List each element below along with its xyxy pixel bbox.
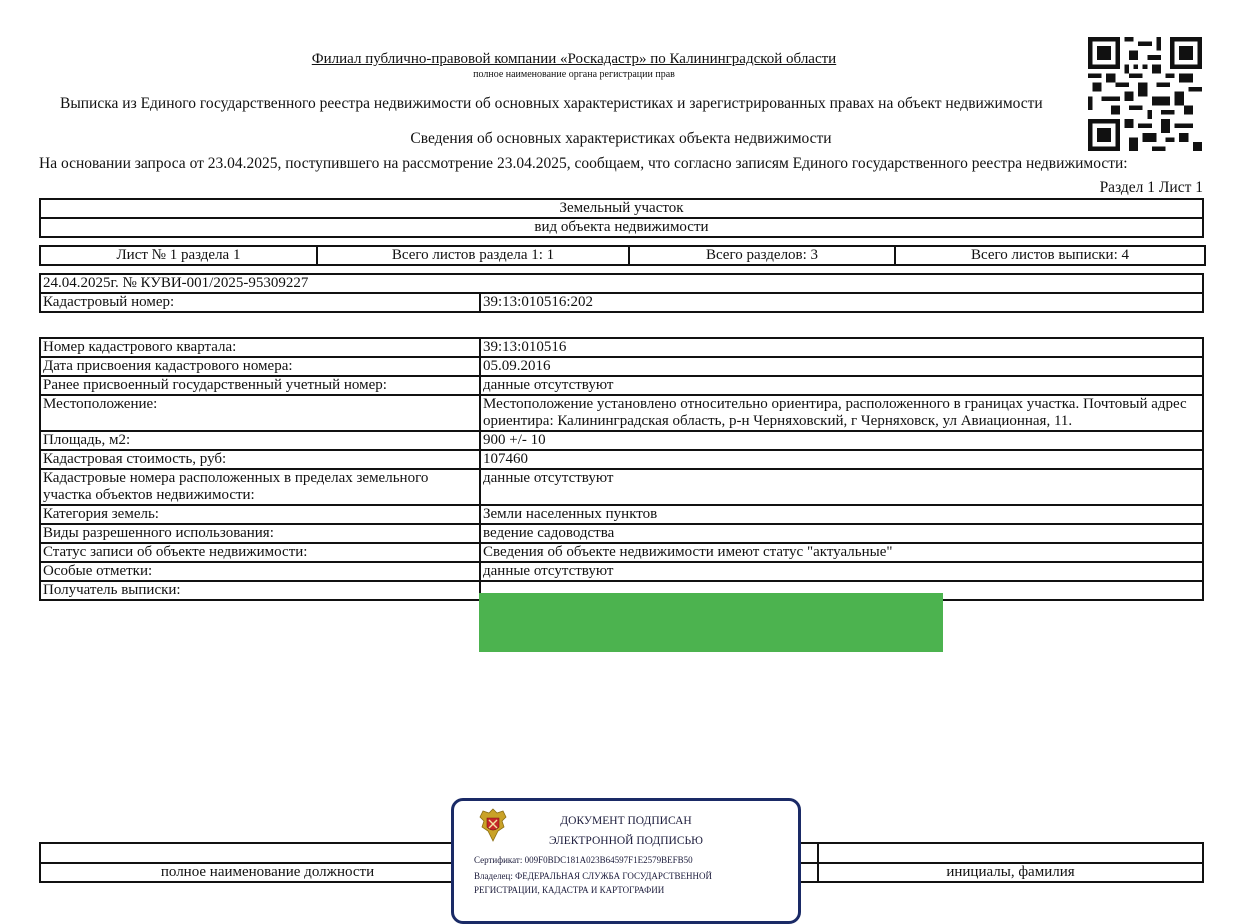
property-value: данные отсутствуют — [480, 376, 1203, 395]
property-label: Кадастровая стоимость, руб: — [40, 450, 480, 469]
property-label: Получатель выписки: — [40, 581, 480, 600]
object-type: Земельный участок — [40, 199, 1203, 218]
property-value: 05.09.2016 — [480, 357, 1203, 376]
property-value: данные отсутствуют — [480, 562, 1203, 581]
property-value: 39:13:010516 — [480, 338, 1203, 357]
table-row — [40, 450, 1203, 469]
document-title: Выписка из Единого государственного реестра недвижимости об основных характеристиках и зарегистрированных правах на объект недвижимости — [60, 95, 1043, 112]
property-label: Ранее присвоенный государственный учетный номер: — [40, 376, 480, 395]
object-type-table — [39, 198, 1204, 238]
section-title: Сведения об основных характеристиках объекта недвижимости — [410, 130, 832, 147]
table-row — [40, 505, 1203, 524]
object-type-caption: вид объекта недвижимости — [40, 218, 1203, 237]
name-blank — [818, 843, 1203, 863]
table-row — [40, 469, 1203, 505]
properties-table — [39, 337, 1204, 601]
basis-text: На основании запроса от 23.04.2025, поступившего на рассмотрение 23.04.2025, сообщаем, что согласно записям Единого государственного реестра недвижимости: — [39, 155, 1128, 172]
organization-name: Филиал публично-правовой компании «Роскадастр» по Калининградской области — [311, 51, 837, 67]
position-blank — [40, 843, 495, 863]
sheets-table — [39, 245, 1206, 266]
property-label: Категория земель: — [40, 505, 480, 524]
property-label: Кадастровые номера расположенных в пределах земельного участка объектов недвижимости: — [40, 469, 480, 505]
stamp-title-line1: ДОКУМЕНТ ПОДПИСАН — [560, 815, 692, 827]
total-sheets-extract: Всего листов выписки: 4 — [895, 246, 1205, 265]
property-value: Местоположение установлено относительно ориентира, расположенного в границах участка. Почтовый адрес ориентира: Калининградская область, р-н Черняховский, г Черняховск, ул Авиационная, 11. — [480, 395, 1203, 431]
organization-caption: полное наименование органа регистрации прав — [473, 69, 675, 80]
qr-code-icon — [1088, 37, 1202, 151]
redaction-block — [479, 593, 943, 652]
table-row — [40, 524, 1203, 543]
property-value: Сведения об объекте недвижимости имеют статус "актуальные" — [480, 543, 1203, 562]
property-label: Статус записи об объекте недвижимости: — [40, 543, 480, 562]
table-row — [40, 543, 1203, 562]
position-caption: полное наименование должности — [40, 863, 495, 882]
property-value: ведение садоводства — [480, 524, 1203, 543]
table-row — [40, 376, 1203, 395]
extract-table — [39, 273, 1204, 313]
stamp-title-line2: ЭЛЕКТРОННОЙ ПОДПИСЬЮ — [549, 835, 703, 847]
cadastral-number-value: 39:13:010516:202 — [480, 293, 1203, 312]
stamp-owner-line1: Владелец: ФЕДЕРАЛЬНАЯ СЛУЖБА ГОСУДАРСТВЕННОЙ — [474, 871, 713, 881]
stamp-certificate: Сертификат: 009F0BDC181A023B64597F1E2579BEFB50 — [474, 855, 693, 865]
property-label: Виды разрешенного использования: — [40, 524, 480, 543]
property-value: Земли населенных пунктов — [480, 505, 1203, 524]
property-label: Особые отметки: — [40, 562, 480, 581]
property-label: Площадь, м2: — [40, 431, 480, 450]
stamp-owner-line2: РЕГИСТРАЦИИ, КАДАСТРА И КАРТОГРАФИИ — [474, 885, 665, 895]
table-row — [40, 562, 1203, 581]
property-label: Дата присвоения кадастрового номера: — [40, 357, 480, 376]
section-sheet-ref: Раздел 1 Лист 1 — [1099, 179, 1203, 196]
property-value: данные отсутствуют — [480, 469, 1203, 505]
cadastral-number-label: Кадастровый номер: — [40, 293, 480, 312]
table-row — [40, 395, 1203, 431]
property-value: 900 +/- 10 — [480, 431, 1203, 450]
total-sheets-section: Всего листов раздела 1: 1 — [317, 246, 629, 265]
table-row — [40, 357, 1203, 376]
property-label: Номер кадастрового квартала: — [40, 338, 480, 357]
sheet-number: Лист № 1 раздела 1 — [40, 246, 317, 265]
property-value: 107460 — [480, 450, 1203, 469]
table-row — [40, 431, 1203, 450]
table-row — [40, 338, 1203, 357]
total-sections: Всего разделов: 3 — [629, 246, 895, 265]
property-label: Местоположение: — [40, 395, 480, 431]
extract-date-number: 24.04.2025г. № КУВИ-001/2025-95309227 — [40, 274, 1203, 293]
e-signature-stamp — [451, 798, 801, 924]
name-caption: инициалы, фамилия — [818, 863, 1203, 882]
